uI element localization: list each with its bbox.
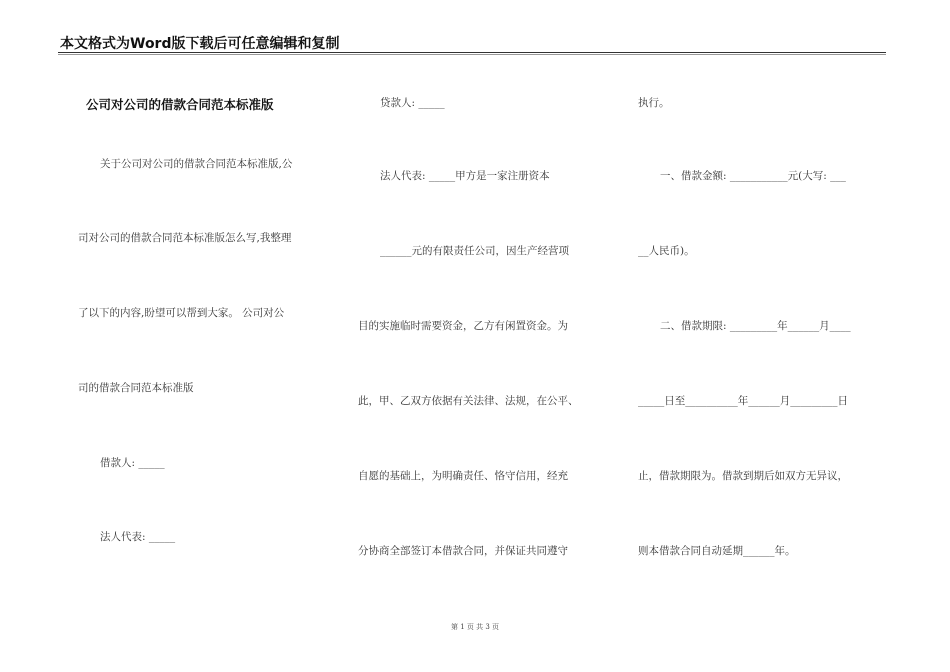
text-line: __人民币)。	[638, 245, 695, 257]
header-divider	[58, 52, 886, 53]
text-line: _____日至__________年______月_________日	[638, 395, 848, 407]
text-line: 分协商全部签订本借款合同，并保证共同遵守	[358, 545, 568, 557]
header-divider-secondary	[58, 54, 886, 55]
page-footer: 第 1 页 共 3 页	[450, 623, 500, 631]
text-line: 一、借款金额: ___________元(大写: ___	[660, 170, 846, 182]
text-line: 自愿的基础上，为明确责任、恪守信用，经充	[358, 470, 568, 482]
text-line: 了以下的内容,盼望可以帮到大家。 公司对公	[78, 307, 285, 319]
text-line: 司的借款合同范本标准版	[78, 382, 194, 394]
text-line: 二、借款期限: _________年______月____	[660, 320, 851, 332]
document-title: 公司对公司的借款合同范本标准版	[86, 97, 274, 112]
page-header: 本文格式为Word版下载后可任意编辑和复制	[60, 36, 340, 52]
text-line: 贷款人: _____	[380, 97, 445, 109]
text-line: 关于公司对公司的借款合同范本标准版,公	[100, 158, 293, 170]
text-line: 此，甲、乙双方依据有关法律、法规，在公平、	[358, 395, 579, 407]
text-line: 止，借款期限为。借款到期后如双方无异议，	[638, 470, 848, 482]
text-line: 目的实施临时需要资金，乙方有闲置资金。为	[358, 320, 568, 332]
text-line: 法人代表: _____	[100, 531, 176, 543]
text-line: 法人代表: _____甲方是一家注册资本	[380, 170, 550, 182]
text-line: 执行。	[638, 97, 670, 109]
text-line: 则本借款合同自动延期______年。	[638, 545, 796, 557]
text-line: ______元的有限责任公司，因生产经营项	[380, 245, 569, 257]
text-line: 司对公司的借款合同范本标准版怎么写,我整理	[78, 232, 292, 244]
text-line: 借款人: _____	[100, 457, 165, 469]
